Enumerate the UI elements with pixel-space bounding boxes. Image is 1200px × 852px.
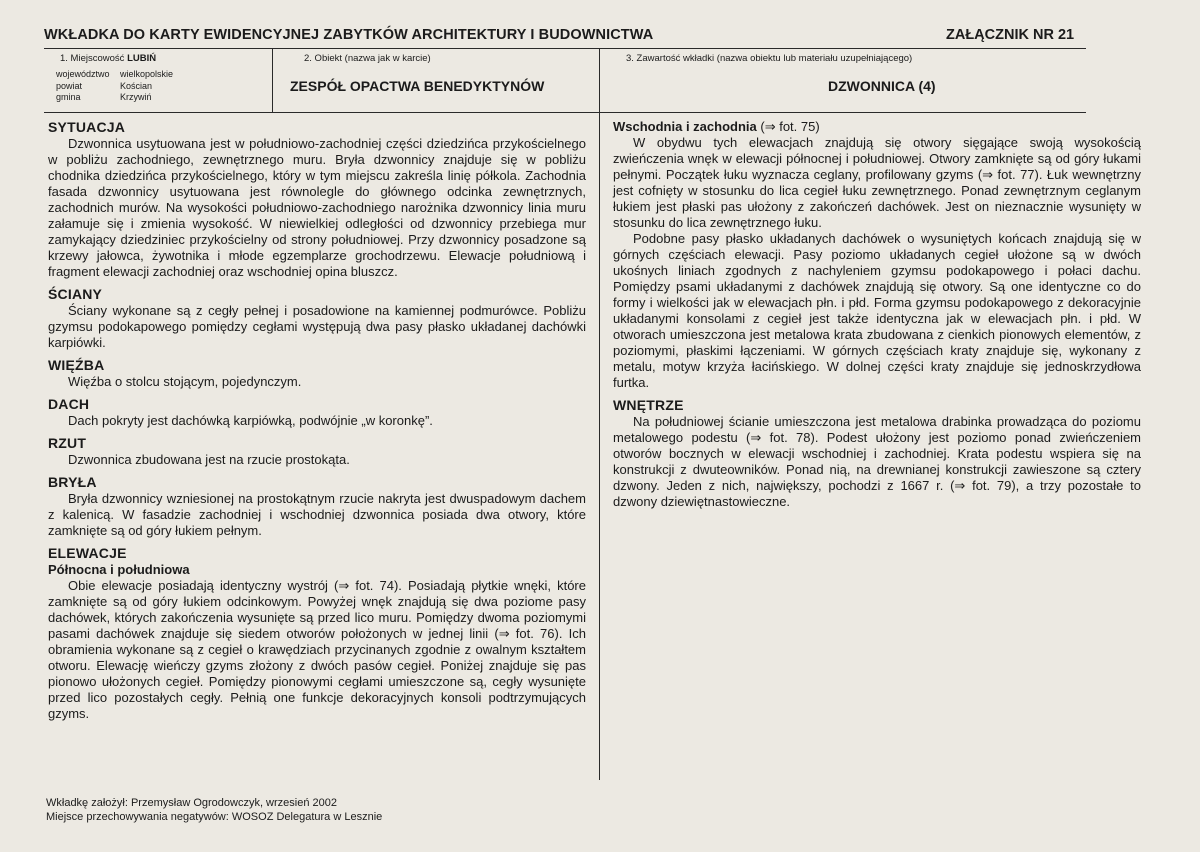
province-label: województwo bbox=[56, 69, 110, 79]
author-line: Wkładkę założył: Przemysław Ogrodowczyk, wrzesień 2002 bbox=[46, 797, 337, 809]
heading-wnetrze: WNĘTRZE bbox=[613, 397, 684, 413]
heading-elewacje: ELEWACJE bbox=[48, 545, 127, 561]
object-label: 2. Obiekt (nazwa jak w karcie) bbox=[304, 53, 431, 64]
text-bryla: Bryła dzwonnicy wzniesionej na prostokątnym rzucie nakryta jest dwuspadowym dachem z kalenicą. W fasadzie zachodniej i wschodniej dzwonnica posiada dwa otwory, które zamknięte są od góry łukiem pełnym. bbox=[48, 491, 586, 538]
text-wnetrze: Na południowej ścianie umieszczona jest metalowa drabinka prowadząca do poziomu metalowego podestu (⇒ fot. 78). Podest ułożony jest poziomo ponad zwieńczeniem otworów bocznych w elewacji wschodniej i zachodniej. Krata podestu wspiera się na konstrukcji z dwuteowników. Ponad nią, na drewnianej konstrukcji zawieszone są cztery dzwony. Jeden z nich, największy, pochodzi z 1667 r. (⇒ fot. 79), a trzy pozostałe to dzwony dziewiętnastowieczne. bbox=[613, 414, 1141, 509]
document-title: WKŁADKA DO KARTY EWIDENCYJNEJ ZABYTKÓW ARCHITEKTURY I BUDOWNICTWA bbox=[44, 27, 654, 43]
subheading-east-west: Wschodnia i zachodnia bbox=[613, 119, 757, 134]
heading-wiezba: WIĘŹBA bbox=[48, 357, 105, 373]
header-divider-2 bbox=[599, 48, 600, 112]
commune-label: gmina bbox=[56, 92, 81, 102]
heading-dach: DACH bbox=[48, 396, 90, 412]
heading-sciany: ŚCIANY bbox=[48, 286, 103, 302]
object-name: ZESPÓŁ OPACTWA BENEDYKTYNÓW bbox=[290, 78, 545, 94]
heading-sytuacja: SYTUACJA bbox=[48, 119, 126, 135]
header-bottom-rule bbox=[44, 112, 1086, 113]
locality-field bbox=[60, 53, 156, 64]
negative-storage-line: Miejsce przechowywania negatywów: WOSOZ Delegatura w Lesznie bbox=[46, 811, 383, 823]
county-value: Kościan bbox=[120, 80, 153, 91]
text-rzut: Dzwonnica zbudowana jest na rzucie prostokąta. bbox=[68, 452, 350, 467]
heading-rzut: RZUT bbox=[48, 435, 87, 451]
commune-value: Krzywiń bbox=[120, 92, 152, 102]
content-name: DZWONNICA (4) bbox=[828, 78, 936, 94]
locality-value: LUBIŃ bbox=[127, 53, 157, 64]
text-sciany: Ściany wykonane są z cegły pełnej i posadowione na kamiennej podmurówce. Pobliżu gzymsu podokapowego pomiędzy cegłami występują dwa pasy płasko układanej dachówki karpiówki. bbox=[48, 303, 586, 350]
east-west-photo-ref: (⇒ fot. 75) bbox=[760, 119, 820, 134]
text-sytuacja: Dzwonnica usytuowana jest w południowo-zachodniej części dziedzińca przykościelnego w pobliżu zachodniego, zewnętrznego muru. Bryła dzwonnicy znajduje się w pobliżu chodnika dziedzińca przykościelnego, który w tym miejscu zakreśla linię półkola. Zachodnia fasada dzwonnicy usytuowana jest równolegle do głównego odcinka zewnętrznych, zachodnich murów. Na wysokości południowo-zachodniego narożnika dzwonnicy linia muru załamuje się i zmienia wysokość. W niewielkiej odległości od dzwonnicy przebiega mur zamykający dziedziniec przykościelny od strony południowej. Przy dzwonnicy posadzone są krzewy jałowca, żywotnika i młode egzemplarze grochodrzewu. Elewacje południową i fragment elewacji zachodniej oraz wschodniej opina bluszcz. bbox=[48, 136, 586, 279]
text-dach: Dach pokryty jest dachówką karpiówką, podwójnie „w koronkę”. bbox=[68, 413, 433, 428]
left-column bbox=[48, 119, 586, 722]
east-west-heading-line bbox=[613, 119, 1141, 135]
heading-bryla: BRYŁA bbox=[48, 474, 97, 490]
header-top-rule bbox=[44, 48, 1086, 49]
text-wiezba: Więźba o stolcu stojącym, pojedynczym. bbox=[68, 374, 302, 389]
header-divider-1 bbox=[272, 48, 273, 112]
locality-label: 1. Miejscowość bbox=[60, 53, 125, 64]
county-label: powiat bbox=[56, 80, 83, 91]
subheading-north-south: Północna i południowa bbox=[48, 562, 190, 577]
admin-units bbox=[56, 69, 173, 104]
content-label: 3. Zawartość wkładki (nazwa obiektu lub materiału uzupełniającego) bbox=[626, 53, 913, 64]
text-east-west-1: W obydwu tych elewacjach znajdują się otwory sięgające swoją wysokością zwieńczenia wnęk w elewacji północnej i południowej. Otwory zamknięte są od góry łukami pełnymi. Początek łuku wyznacza ceglany, profilowany gzyms (⇒ fot. 77). Łuk wewnętrzny jest cofnięty w stosunku do lica cegieł łuku zewnętrznego. Ponad zewnętrznym ceglanym łukiem jest płaski pas ułożony z zakończeń dachówek. Jest on nieznacznie wysunięty w stosunku do lica zewnętrznego łuku. bbox=[613, 135, 1141, 230]
right-column bbox=[613, 119, 1141, 510]
text-east-west-2: Podobne pasy płasko układanych dachówek o wysuniętych końcach znajdują się w górnych częściach elewacji. Pasy poziomo układanych cegieł ułożone są w dwóch ukośnych liniach zgodnych z nachyleniem gzymsu podokapowego i połaci dachu. Pomiędzy psami układanymi z dachówek znajdują się otwory. Są one identyczne co do formy i wielkości jak w elewacjach płn. i płd. Forma gzymsu podokapowego z dekoracyjnie układanymi konsolami z cegieł jest także identyczna jak w elewacjach płn. i płd. W otworach umieszczona jest metalowa krata zbudowana z cienkich pionowych elementów, z poziomymi, płaskimi łączeniami. W górnych częściach kraty znajduje się, wykonany z metalu, motyw krzyża łacińskiego. W dolnej części kraty znajduje się jednoskrzydłowa furtka. bbox=[613, 231, 1141, 390]
column-divider bbox=[599, 112, 600, 780]
province-value: wielkopolskie bbox=[120, 69, 174, 79]
text-north-south: Obie elewacje posiadają identyczny wystrój (⇒ fot. 74). Posiadają płytkie wnęki, które zamknięte są od góry łukiem odcinkowym. Powyżej wnęk znajdują się dwa poziome pasy dachówek, których zakończenia wysunięte są przed lico muru. Pomiędzy dwoma poziomymi pasami dachówek znajduje się siedem otworów położonych w jednej linii (⇒ fot. 76). Ich obramienia wykonane są z cegieł o krawędziach przycinanych zgodnie z owalnym kształtem otworu. Elewację wieńczy gzyms złożony z dwóch pasów cegieł. Poniżej znajduje się pas pionowo ułożonych cegieł. Pomiędzy pionowymi cegłami umieszczone są, cegły wysunięte przed lico pozostałych cegły. Pełnią one funkcje dekoracyjnych konsoli podtrzymujących gzyms. bbox=[48, 578, 586, 721]
annex-number: ZAŁĄCZNIK NR 21 bbox=[946, 27, 1075, 43]
